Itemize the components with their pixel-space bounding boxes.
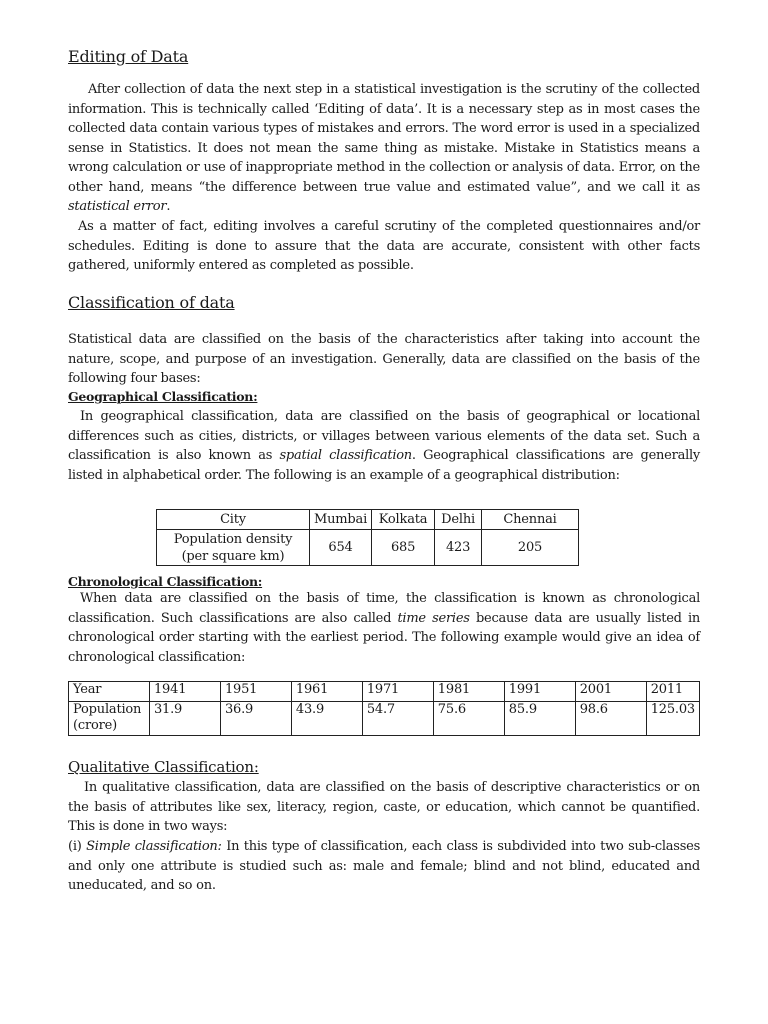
- table-cell-value: 85.9: [504, 702, 575, 736]
- table-cell-year: 1991: [504, 682, 575, 702]
- table-cell-year: 1961: [291, 682, 362, 702]
- editing-paragraph-1-text: After collection of data the next step in a statistical investigation is the scrutiny of the collected information. This is technically called ‘Editing of data’. It is a necessary step as in most cases the collected data contain various types of mistakes and errors. The word error is used in a specialized sense in Statistics. It does not mean the same thing as mistake. Mistake in Statistics means a wrong calculation or use of inappropriate method in the collection or analysis of data. Error, on the other hand, means “the difference between true value and estimated value”, and we call it as: [68, 82, 700, 195]
- table-cell-value: 423: [435, 530, 482, 566]
- table-header-city: City: [157, 510, 310, 530]
- table-cell-value: 125.03: [646, 702, 699, 736]
- classification-heading: Classification of data: [68, 293, 235, 312]
- chronological-subheading: Chronological Classification:: [68, 574, 263, 589]
- editing-paragraph-2: As a matter of fact, editing involves a careful scrutiny of the completed questionnaires and/or schedules. Editing is done to assure that the data are accurate, consistent with other facts gathered, uniformly entered as completed as possible.: [68, 219, 700, 273]
- table-cell-value: 654: [310, 530, 372, 566]
- table-cell-year: 1951: [220, 682, 291, 702]
- table-cell-value: 685: [372, 530, 435, 566]
- editing-paragraph-1: After collection of data the next step in a statistical investigation is the scrutiny of the collected information. This is technically called ‘Editing of data’. It is a necessary step as in most cases the collected data contain various types of mistakes and errors. The word error is used in a specialized sense in Statistics. It does not mean the same thing as mistake. Mistake in Statistics means a wrong calculation or use of inappropriate method in the collection or analysis of data. Error, on the other hand, means “the difference between true value and estimated value”, and we call it as statistical error.: [68, 82, 700, 214]
- table-cell-value: 31.9: [149, 702, 220, 736]
- time-series-term: time series: [397, 610, 470, 626]
- statistical-error-term: statistical error: [68, 199, 167, 214]
- editing-heading: Editing of Data: [68, 47, 189, 66]
- table-cell-year: 1981: [433, 682, 504, 702]
- table-cell-value: 98.6: [575, 702, 646, 736]
- table-cell-city: Kolkata: [372, 510, 435, 530]
- spatial-classification-term: spatial classification: [279, 448, 412, 463]
- table-cell-year: 2011: [646, 682, 699, 702]
- qualitative-paragraph: In qualitative classification, data are classified on the basis of descriptive characteristics or on the basis of attributes like sex, literacy, region, caste, or education, which cannot be quantified. This is done in two ways:: [68, 780, 700, 834]
- table-cell-city: Delhi: [435, 510, 482, 530]
- table-cell-city: Chennai: [482, 510, 579, 530]
- simple-classification-item: (i) Simple classification: In this type of classification, each class is subdivided into two sub-classes and only one attribute is studied such as: male and female; blind and not blind, educated and uneducated, and so on.: [68, 839, 701, 893]
- table-row-label: Population (crore): [69, 702, 150, 736]
- qualitative-heading: Qualitative Classification:: [68, 758, 259, 776]
- table-cell-city: Mumbai: [310, 510, 372, 530]
- table-row-label: Population density (per square km): [157, 530, 310, 566]
- table-cell-value: 54.7: [362, 702, 433, 736]
- table-cell-value: 36.9: [220, 702, 291, 736]
- geographical-subheading: Geographical Classification:: [68, 389, 258, 404]
- table-cell-value: 205: [482, 530, 579, 566]
- table-header-year: Year: [69, 682, 150, 702]
- table-cell-year: 2001: [575, 682, 646, 702]
- table-row: [157, 510, 579, 530]
- geographical-table: [156, 509, 579, 566]
- table-cell-year: 1941: [149, 682, 220, 702]
- table-cell-value: 75.6: [433, 702, 504, 736]
- chronological-table: [68, 681, 700, 736]
- table-row: [69, 682, 700, 702]
- table-cell-year: 1971: [362, 682, 433, 702]
- table-cell-value: 43.9: [291, 702, 362, 736]
- simple-classification-term: Simple classification:: [86, 839, 222, 854]
- geographical-paragraph: In geographical classification, data are classified on the basis of geographical or locational differences such as cities, districts, or villages between various elements of the data set. Such a classification is also known as spatial classification. Geographical classifications are generally listed in alphabetical order. The following is an example of a geographical distribution:: [68, 409, 700, 483]
- chronological-paragraph: When data are classified on the basis of time, the classification is known as chronological classification. Such classifications are also called time series because data are usually listed in chronological order starting with the earliest period. The following example would give an idea of chronological classification:: [68, 591, 701, 665]
- classification-intro: Statistical data are classified on the basis of the characteristics after taking into account the nature, scope, and purpose of an investigation. Generally, data are classified on the basis of the following four bases:: [68, 332, 700, 386]
- table-row: [157, 530, 579, 566]
- table-row: [69, 702, 700, 736]
